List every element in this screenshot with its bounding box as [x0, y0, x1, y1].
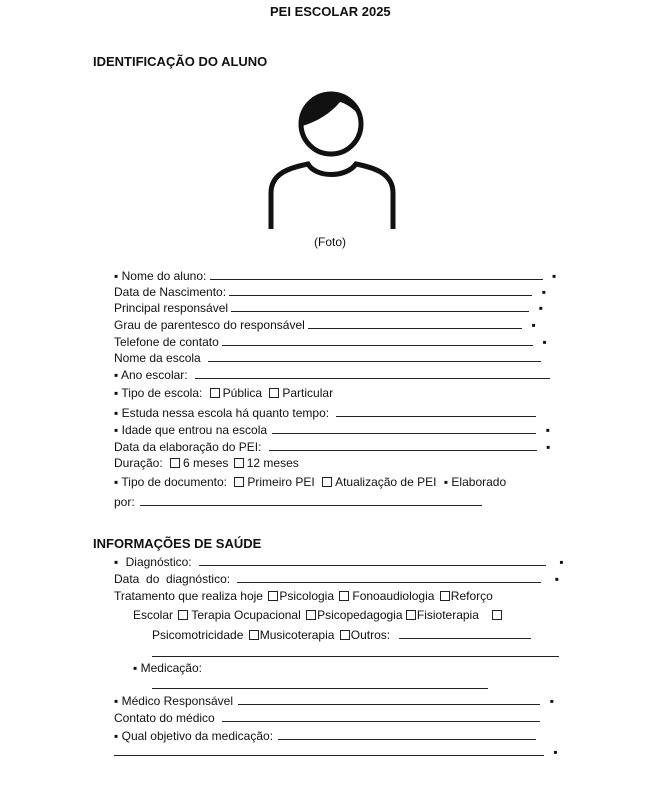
- field-nome-escola: [114, 350, 541, 365]
- bullet-icon: ▪: [559, 555, 564, 569]
- checkbox-outros[interactable]: [340, 630, 350, 640]
- bullet-icon: ▪: [114, 423, 119, 437]
- label-objetivo: Qual objetivo da medicação:: [121, 729, 274, 743]
- input-elaborado-por[interactable]: [140, 494, 482, 506]
- bullet-icon: ▪: [114, 269, 119, 283]
- document-title: PEI ESCOLAR 2025: [270, 4, 391, 19]
- bullet-icon: ▪: [538, 301, 544, 315]
- label-data-diagnostico: Data do diagnóstico:: [114, 572, 231, 586]
- bullet-icon: ▪: [545, 423, 551, 437]
- checkbox-particular[interactable]: [269, 388, 279, 398]
- checkbox-publica[interactable]: [210, 388, 220, 398]
- photo-caption: (Foto): [314, 235, 347, 249]
- input-objetivo-continuacao[interactable]: [114, 744, 544, 756]
- input-telefone[interactable]: [222, 334, 533, 346]
- person-photo-icon: [268, 88, 398, 230]
- checkbox-psicologia[interactable]: [268, 591, 278, 601]
- label-grau-parentesco: Grau de parentesco do responsável: [114, 318, 305, 332]
- label-elaborado: Elaborado: [451, 475, 507, 489]
- input-medico[interactable]: [238, 693, 540, 705]
- field-tratamento-linha3: [152, 627, 531, 642]
- checkbox-reforco[interactable]: [440, 591, 450, 601]
- bullet-icon: ▪: [443, 475, 449, 489]
- input-data-diagnostico[interactable]: [237, 571, 541, 583]
- field-tipo-documento: [114, 475, 506, 489]
- field-data-nascimento: [114, 284, 546, 299]
- label-principal-responsavel: Principal responsável: [114, 301, 229, 315]
- bullet-icon: ▪: [114, 368, 119, 382]
- input-medicacao[interactable]: [152, 677, 488, 689]
- label-tratamento: Tratamento que realiza hoje: [114, 589, 263, 603]
- input-data-elaboracao[interactable]: [269, 439, 537, 451]
- bullet-icon: ▪: [114, 694, 119, 708]
- field-duracao: [114, 456, 299, 470]
- bullet-icon: ▪: [133, 661, 138, 675]
- input-estuda-tempo[interactable]: [336, 405, 536, 417]
- label-reforco: Reforço: [450, 589, 493, 603]
- input-ano-escolar[interactable]: [195, 367, 550, 379]
- checkbox-12-meses[interactable]: [234, 458, 244, 468]
- label-particular: Particular: [282, 386, 334, 400]
- section-identification-heading: IDENTIFICAÇÃO DO ALUNO: [93, 54, 268, 69]
- input-nome-escola[interactable]: [208, 350, 541, 362]
- checkbox-atualizacao-pei[interactable]: [322, 477, 332, 487]
- field-elaborado-por: [114, 494, 482, 509]
- label-contato-medico: Contato do médico: [114, 711, 215, 725]
- checkbox-6-meses[interactable]: [170, 458, 180, 468]
- checkbox-fisioterapia[interactable]: [406, 610, 416, 620]
- field-medico: [114, 693, 554, 708]
- checkbox-terapia-ocupacional[interactable]: [178, 610, 188, 620]
- bullet-icon: ▪: [114, 729, 119, 743]
- bullet-icon: ▪: [554, 572, 560, 586]
- label-terapia-ocupacional: Terapia Ocupacional: [191, 608, 301, 622]
- checkbox-psicopedagogia[interactable]: [306, 610, 316, 620]
- section-saude-heading: INFORMAÇÕES DE SAÚDE: [93, 536, 262, 551]
- label-musicoterapia: Musicoterapia: [259, 628, 335, 642]
- field-medicacao: [133, 661, 202, 675]
- field-estuda-tempo: [114, 405, 536, 420]
- input-contato-medico[interactable]: [222, 710, 540, 722]
- input-nome-aluno[interactable]: [210, 268, 543, 280]
- field-data-elaboracao: [114, 439, 550, 454]
- checkbox-outro-1[interactable]: [492, 610, 502, 620]
- input-grau-parentesco[interactable]: [308, 317, 522, 329]
- label-psicologia: Psicologia: [279, 589, 335, 603]
- label-publica: Pública: [222, 386, 263, 400]
- bullet-icon: ▪: [114, 386, 119, 400]
- label-telefone: Telefone de contato: [114, 335, 219, 349]
- label-fonoaudiologia: Fonoaudiologia: [352, 589, 435, 603]
- field-tipo-escola: [114, 386, 333, 400]
- label-medico: Médico Responsável: [121, 694, 234, 708]
- label-tipo-escola: Tipo de escola:: [121, 386, 203, 400]
- label-12-meses: 12 meses: [246, 456, 299, 470]
- label-diagnostico: Diagnóstico:: [125, 555, 192, 569]
- input-diagnostico[interactable]: [199, 554, 546, 566]
- checkbox-primeiro-pei[interactable]: [234, 477, 244, 487]
- field-ano-escolar: [114, 367, 550, 382]
- input-objetivo[interactable]: [278, 728, 536, 740]
- bullet-icon: ▪: [553, 745, 558, 759]
- field-objetivo-continuacao: [114, 744, 558, 759]
- label-6-meses: 6 meses: [183, 456, 229, 470]
- label-escolar: Escolar: [133, 608, 174, 622]
- bullet-icon: ▪: [114, 475, 119, 489]
- checkbox-musicoterapia[interactable]: [249, 630, 259, 640]
- label-estuda-tempo: Estuda nessa escola há quanto tempo:: [121, 406, 330, 420]
- input-outros-continuacao[interactable]: [152, 645, 559, 657]
- label-fisioterapia: Fisioterapia: [416, 608, 479, 622]
- label-primeiro-pei: Primeiro PEI: [247, 475, 315, 489]
- input-idade-entrou[interactable]: [272, 422, 536, 434]
- checkbox-fonoaudiologia[interactable]: [339, 591, 349, 601]
- label-psicopedagogia: Psicopedagogia: [317, 608, 403, 622]
- label-outros: Outros:: [350, 628, 391, 642]
- bullet-icon: ▪: [541, 285, 547, 299]
- input-data-nascimento[interactable]: [229, 284, 532, 296]
- field-grau-parentesco: [114, 317, 536, 332]
- label-atualizacao-pei: Atualização de PEI: [335, 475, 437, 489]
- bullet-icon: ▪: [114, 406, 119, 420]
- label-nome-escola: Nome da escola: [114, 351, 201, 365]
- field-data-diagnostico: [114, 571, 559, 586]
- field-contato-medico: [114, 710, 540, 725]
- label-ano-escolar: Ano escolar:: [120, 368, 188, 382]
- bullet-icon: ▪: [114, 555, 119, 569]
- bullet-icon: ▪: [546, 440, 551, 454]
- bullet-icon: ▪: [531, 318, 536, 332]
- input-outros[interactable]: [399, 627, 531, 639]
- bullet-icon: ▪: [549, 694, 554, 708]
- label-data-nascimento: Data de Nascimento:: [114, 285, 227, 299]
- field-telefone: [114, 334, 547, 349]
- field-idade-entrou: [114, 422, 550, 437]
- label-data-elaboracao: Data da elaboração do PEI:: [114, 440, 262, 454]
- label-por: por:: [114, 495, 135, 509]
- bullet-icon: ▪: [552, 269, 557, 283]
- label-idade-entrou: Idade que entrou na escola: [121, 423, 268, 437]
- bullet-icon: ▪: [542, 335, 547, 349]
- field-tratamento-linha2: [133, 608, 505, 622]
- label-duracao: Duração:: [114, 456, 163, 470]
- label-medicacao: Medicação:: [140, 661, 202, 675]
- field-principal-responsavel: [114, 300, 543, 315]
- field-diagnostico: [114, 554, 564, 569]
- field-objetivo: [114, 728, 536, 743]
- field-tratamento: [114, 589, 493, 603]
- label-tipo-documento: Tipo de documento:: [121, 475, 228, 489]
- input-principal-responsavel[interactable]: [231, 300, 529, 312]
- label-nome-aluno: Nome do aluno:: [121, 269, 207, 283]
- field-nome-aluno: [114, 268, 556, 283]
- label-psicomotricidade: Psicomotricidade: [152, 628, 244, 642]
